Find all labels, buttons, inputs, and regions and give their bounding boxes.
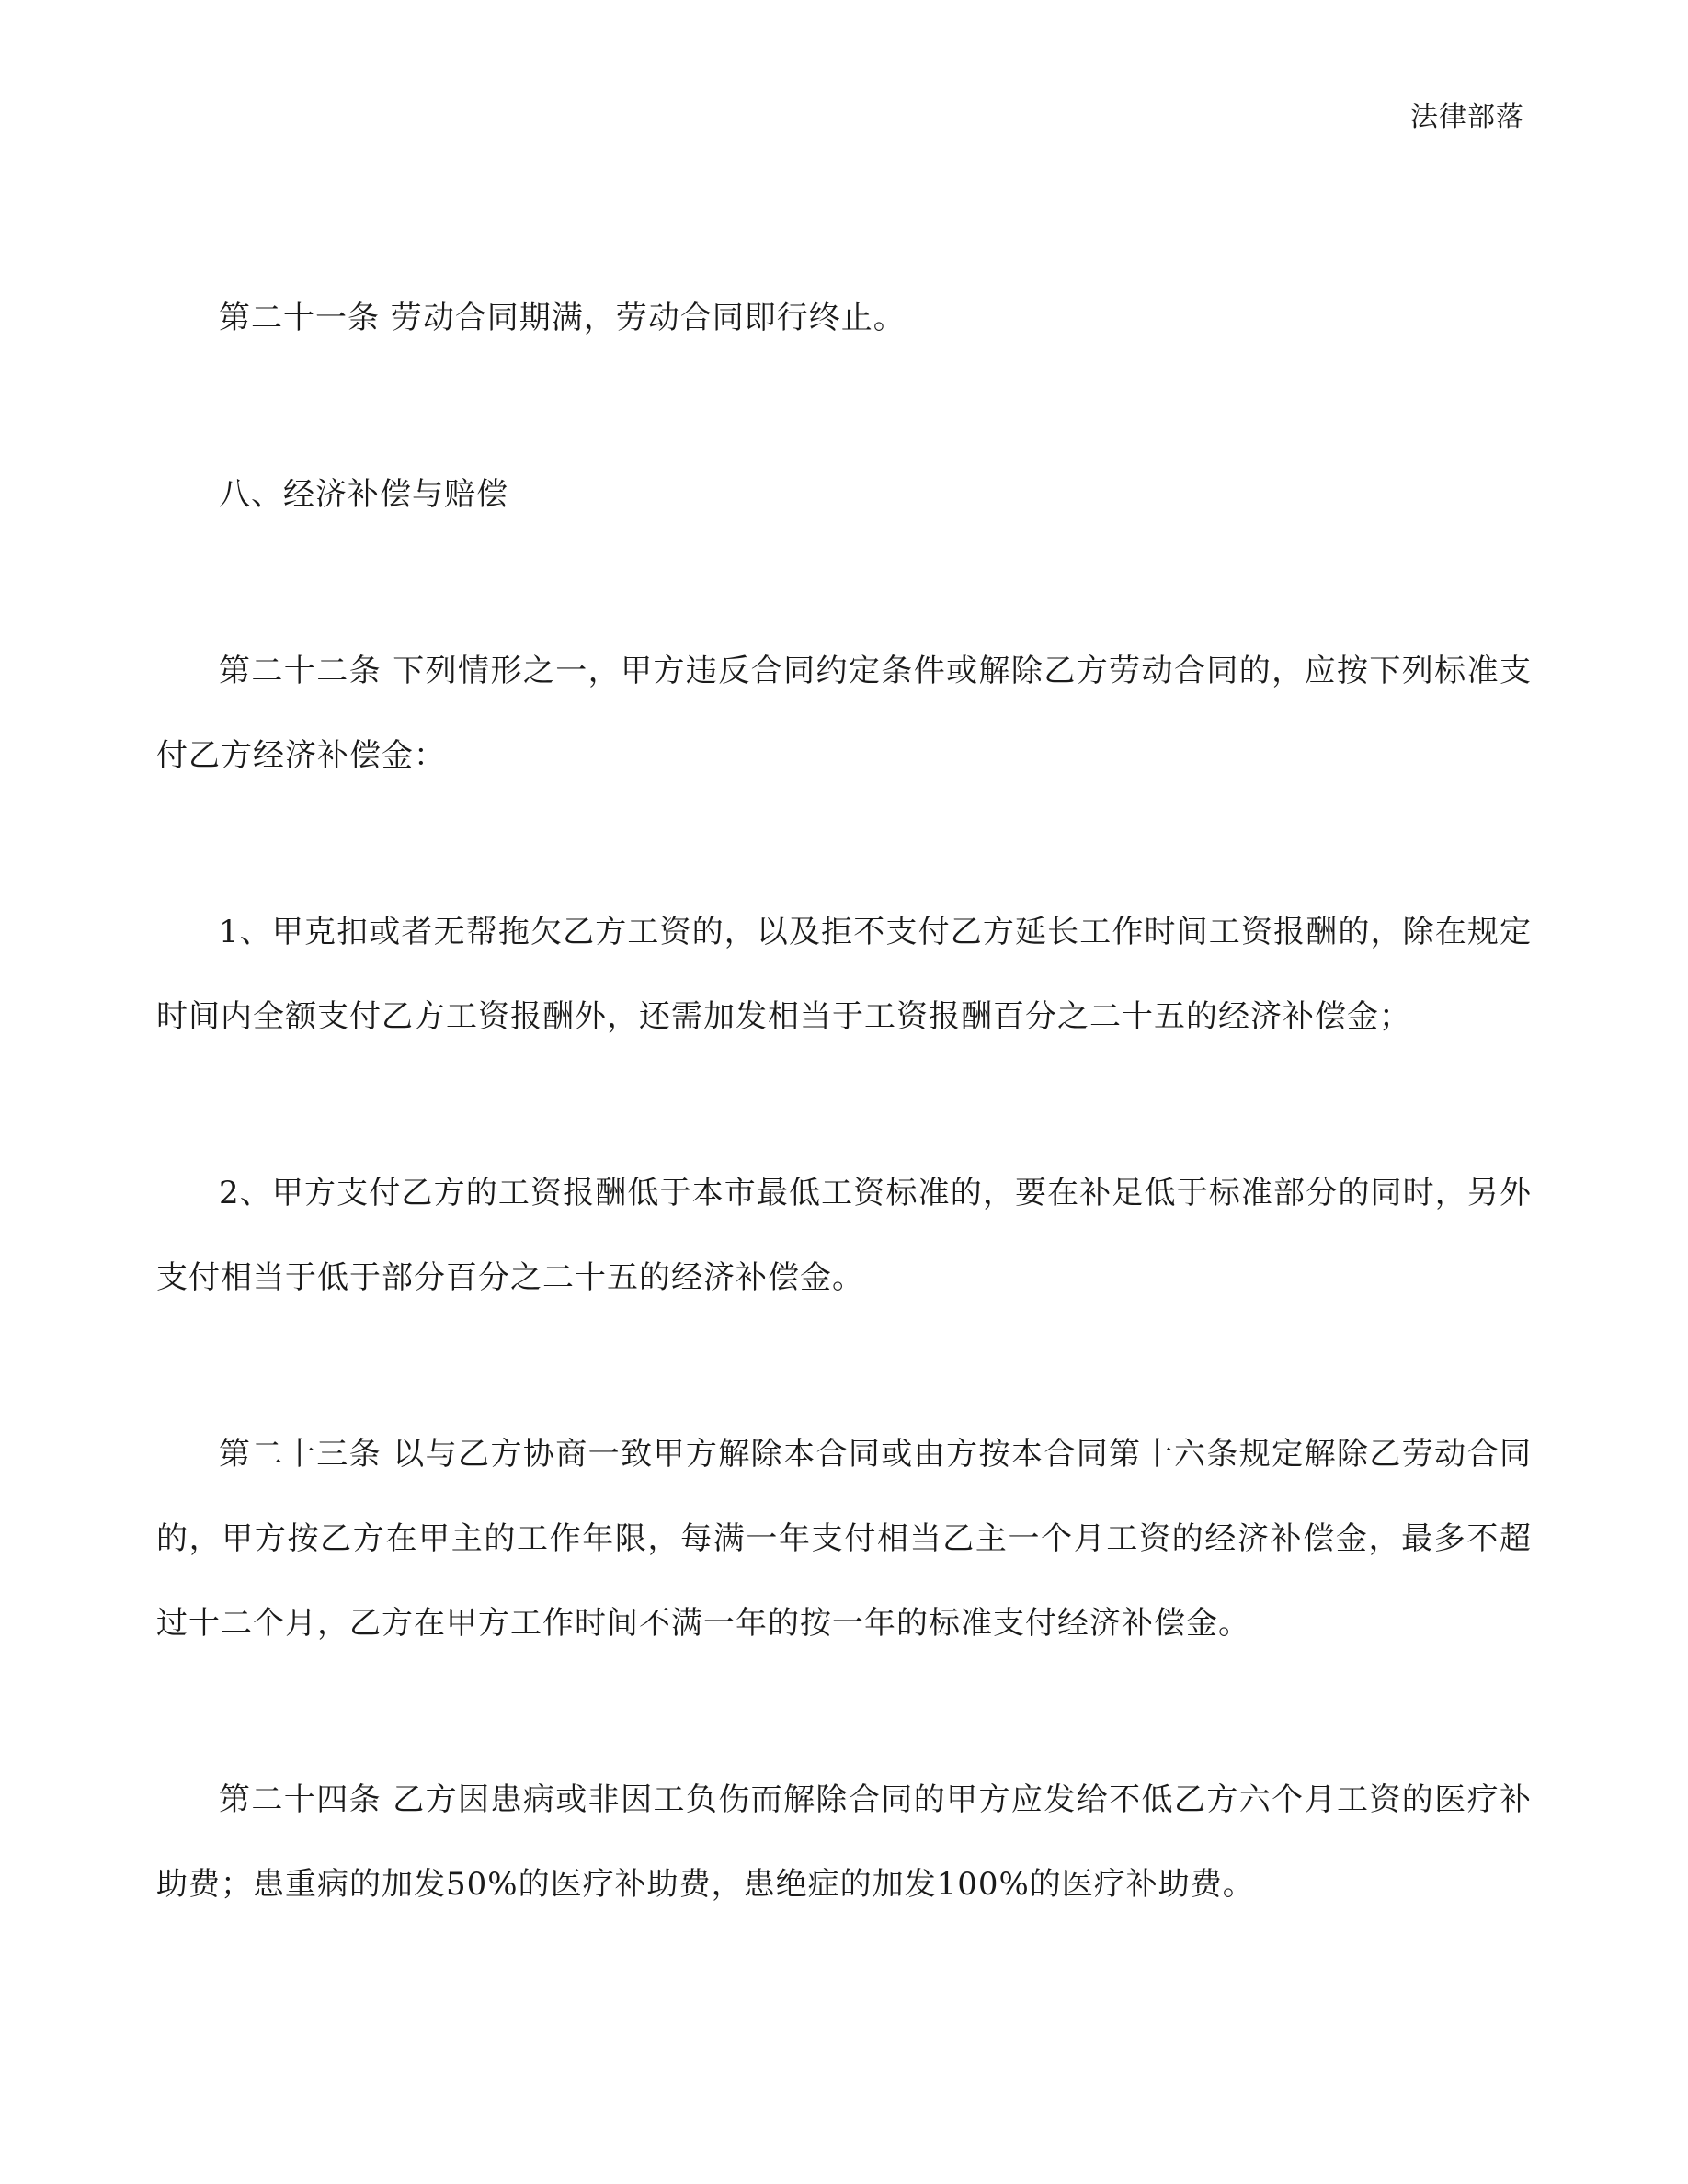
article-24: 第二十四条 乙方因患病或非因工负伤而解除合同的甲方应发给不低乙方六个月工资的医疗补助费；患重病的加发50%的医疗补助费，患绝症的加发100%的医疗补助费。 <box>156 1781 1532 1903</box>
article-22-item-2: 2、甲方支付乙方的工资报酬低于本市最低工资标准的，要在补足低于标准部分的同时，另外支付相当于低于部分百分之二十五的经济补偿金。 <box>156 1175 1532 1296</box>
document-body <box>156 276 1532 1927</box>
article-22: 第二十二条 下列情形之一，甲方违反合同约定条件或解除乙方劳动合同的，应按下列标准支付乙方经济补偿金： <box>156 653 1532 774</box>
header-brand: 法律部落 <box>1410 101 1524 133</box>
article-22-item-1: 1、甲克扣或者无帮拖欠乙方工资的，以及拒不支付乙方延长工作时间工资报酬的，除在规定时间内全额支付乙方工资报酬外，还需加发相当于工资报酬百分之二十五的经济补偿金； <box>156 914 1532 1035</box>
article-23: 第二十三条 以与乙方协商一致甲方解除本合同或由方按本合同第十六条规定解除乙劳动合同的，甲方按乙方在甲主的工作年限，每满一年支付相当乙主一个月工资的经济补偿金，最多不超过十二个月，乙方在甲方工作时间不满一年的按一年的标准支付经济补偿金。 <box>156 1436 1532 1642</box>
section-heading-compensation: 八、经济补偿与赔偿 <box>219 476 508 513</box>
article-21: 第二十一条 劳动合同期满，劳动合同即行终止。 <box>219 300 906 336</box>
